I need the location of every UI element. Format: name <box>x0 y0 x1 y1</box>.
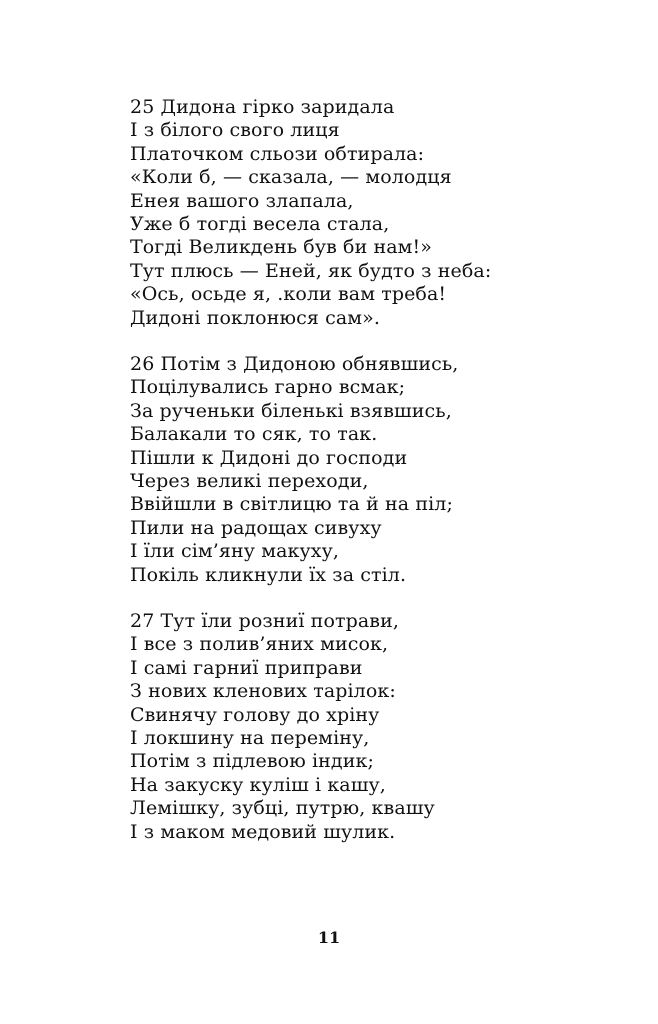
verse-line: «Коли б, — сказала, — молодця <box>130 166 452 189</box>
verse-line: Свинячу голову до хріну <box>130 703 380 726</box>
verse-line: Пішли к Дидоні до господи <box>130 446 408 469</box>
verse-line: На закуску куліш і кашу, <box>130 773 386 796</box>
verse-line: Тогді Великдень був би нам!» <box>130 236 433 259</box>
stanza-25 <box>130 96 610 330</box>
verse-line: Ввійшли в світлицю та й на піл; <box>130 493 453 516</box>
verse-line: «Ось, осьде я, .коли вам треба! <box>130 283 447 306</box>
verse-line: І з білого свого лиця <box>130 119 340 142</box>
verse-line: Пили на радощах сивуху <box>130 516 382 539</box>
verse-line: За рученьки біленькі взявшись, <box>130 399 452 422</box>
verse-line: 26 Потім з Дидоною обнявшись, <box>130 353 459 375</box>
stanza-27 <box>130 610 610 844</box>
verse-line: Дидоні поклонюся сам». <box>130 306 380 329</box>
verse-line: Тут плюсь — Еней, як будто з неба: <box>130 259 492 282</box>
verse-line: Через великі переходи, <box>130 470 369 493</box>
verse-line: Покіль кликнули їх за стіл. <box>130 563 407 586</box>
verse-line: Потім з підлевою індик; <box>130 750 374 773</box>
stanza-26 <box>130 353 610 587</box>
verse-line: Балакали то сяк, то так. <box>130 423 378 446</box>
verse-line: Лемішку, зубці, путрю, квашу <box>130 797 435 820</box>
page-number: 11 <box>317 928 341 947</box>
verse-line: Уже б тогді весела стала, <box>130 213 390 236</box>
verse-line: Енея вашого злапала, <box>130 189 354 212</box>
verse-line: І все з полив’яних мисок, <box>130 633 389 656</box>
verse-line: І з маком медовий шулик. <box>130 820 396 843</box>
verse-line: З нових кленових тарілок: <box>130 680 396 703</box>
verse-line: 27 Тут їли розниї потрави, <box>130 610 399 632</box>
verse-line: І самі гарниї приправи <box>130 656 363 679</box>
verse-line: І їли сім’яну макуху, <box>130 540 339 563</box>
verse-line: 25 Дидона гірко зaридала <box>130 96 395 118</box>
verse-line: І локшину на переміну, <box>130 727 370 750</box>
verse-line: Поцілувались гарно всмак; <box>130 376 406 399</box>
verse-line: Платочком сльози обтирала: <box>130 142 425 165</box>
